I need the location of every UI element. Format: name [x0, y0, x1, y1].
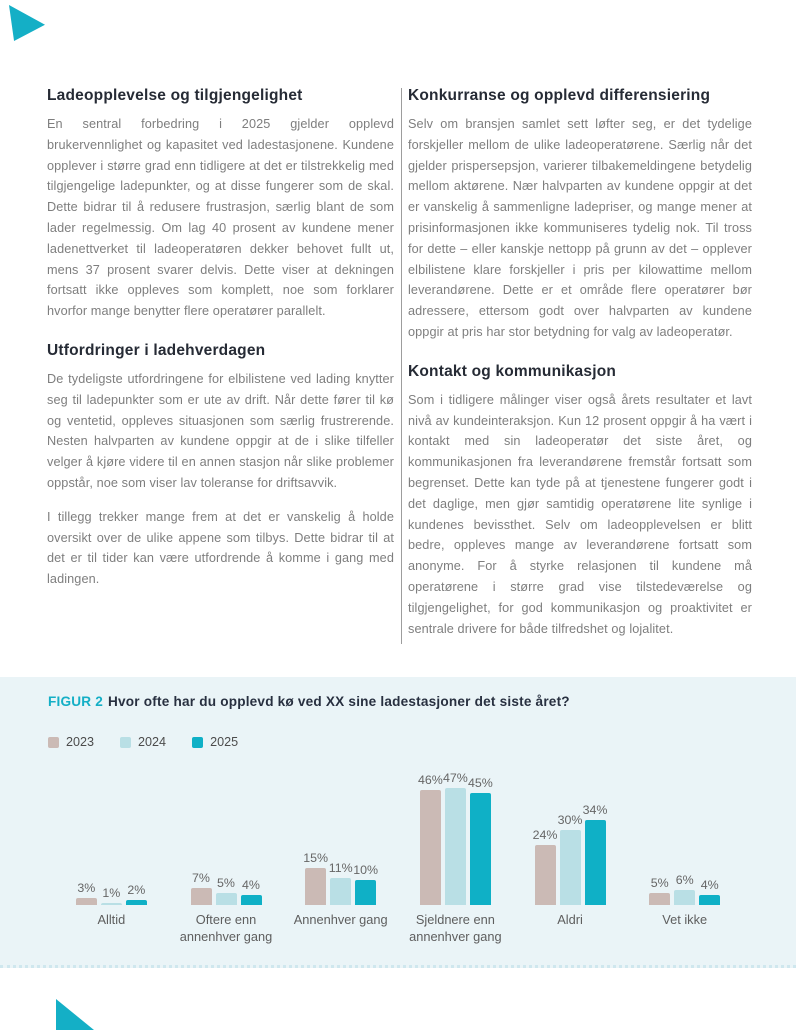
bar-2024 — [330, 878, 351, 906]
chart-category-labels — [54, 911, 742, 945]
section-heading: Kontakt og kommunikasjon — [408, 362, 617, 380]
corner-accent-icon — [9, 5, 45, 41]
bar-2023 — [305, 868, 326, 906]
bar-with-label — [442, 770, 468, 906]
figure-label: FIGUR 2 — [48, 694, 104, 709]
corner-accent-icon — [56, 999, 94, 1030]
category-label: Vet ikke — [662, 912, 708, 927]
bar-value-label: 4% — [700, 878, 719, 892]
bar-with-label — [699, 878, 720, 905]
bar-2023 — [420, 790, 441, 905]
bar-with-label — [557, 813, 583, 905]
section-heading: Ladeopplevelse og tilgjengelighet — [47, 87, 303, 104]
article-column-left — [47, 84, 394, 652]
bar-2025 — [585, 820, 606, 905]
bar-2024 — [216, 893, 237, 906]
legend-label: 2025 — [210, 735, 239, 749]
bar-2023 — [649, 893, 670, 906]
bar-with-label — [101, 886, 122, 906]
bar-2025 — [699, 895, 720, 905]
bar-2025 — [470, 793, 491, 906]
bar-group — [627, 873, 742, 905]
category-label: Sjeldnere enn annenhver gang — [409, 912, 502, 944]
section-heading: Konkurranse og opplevd differensiering — [408, 87, 711, 104]
section-heading: Utfordringer i ladehverdagen — [47, 341, 266, 359]
bar-2023 — [535, 845, 556, 905]
bar-with-label — [649, 876, 670, 906]
bar-2024 — [101, 903, 122, 906]
category-label: Annenhver gang — [293, 912, 388, 927]
bar-value-label: 4% — [242, 878, 260, 892]
bar-2024 — [674, 890, 695, 905]
legend-label: 2024 — [138, 735, 167, 749]
bar-with-label — [303, 850, 329, 906]
figure-question: Hvor ofte har du opplevd kø ved XX sine ladestasjoner det siste året? — [108, 694, 570, 709]
bar-value-label: 15% — [303, 850, 329, 865]
bar-group — [513, 803, 628, 905]
category-label: Oftere enn annenhver gang — [179, 912, 273, 944]
bar-2025 — [355, 880, 376, 905]
bar-value-label: 2% — [127, 883, 146, 897]
bar-with-label — [674, 873, 695, 905]
bar-with-label — [330, 861, 351, 906]
bar-value-label: 6% — [675, 873, 694, 887]
bar-2025 — [241, 895, 262, 905]
bar-value-label: 46% — [417, 773, 443, 787]
bar-value-label: 10% — [353, 863, 379, 877]
bar-2023 — [191, 888, 212, 906]
bar-group — [283, 851, 398, 906]
bar-with-label — [353, 863, 379, 905]
bar-value-label: 34% — [582, 803, 608, 817]
body-paragraph: De tydeligste utfordringene for elbilistene ved lading knytter seg til ladepunkter som er ute av drift. Når dette fører til kø og ventetid, oppleves situasjonen som særlig frustrerende. Nesten halvparten av kundene oppgir at de i slike tilfeller velger å kjøre videre til en annen stasjon når slike problemer oppstår, noe som viser lav toleranse for driftsavvik. — [47, 371, 394, 490]
bar-with-label — [216, 876, 237, 906]
bar-value-label: 47% — [442, 770, 468, 785]
bar-with-label — [582, 803, 608, 905]
bar-value-label: 30% — [557, 813, 583, 827]
bar-value-label: 5% — [650, 875, 669, 890]
bar-2025 — [126, 900, 147, 905]
bar-2024 — [445, 788, 466, 906]
bar-chart — [54, 677, 742, 905]
bar-value-label: 24% — [532, 828, 558, 842]
bar-value-label: 45% — [467, 775, 493, 790]
article-column-right — [408, 84, 752, 652]
body-paragraph: Som i tidligere målinger viser også årets resultater et lavt nivå av kundeinteraksjon. Kun 12 prosent oppgir å ha vært i kontakt med sin ladeoperatør det siste året, og kommunikasjonen fra leverandørene fremstår fortsatt som begrenset. Dette kan tyde på at tjenestene fungerer godt i det daglige, men gjør samtidig operatørene lite synlige i kundenes bevissthet. Selv om ladeopplevelsen er blitt bedre, oppleves mange av leverandørene fortsatt som anonyme. For å styrke relasjonen til kundene må operatørene i større grad vise tilstedeværelse og tilgjengelighet, for god kommunikasjon og proaktivitet er sentrale drivere for både tilfredshet og lojalitet. — [408, 392, 752, 636]
bar-value-label: 7% — [192, 870, 210, 885]
body-paragraph: En sentral forbedring i 2025 gjelder opplevd brukervennlighet og kapasitet ved ladestasjonene. Kundene opplever i større grad enn tidligere at det er tilstrekkelig med tilgjengelige ladepunkter, og at disse fungerer som de skal. Dette bidrar til å redusere frustrasjon, særlig blant de som lader regelmessig. Om lag 40 prosent av kundene mener ladenettverket til ladeoperatøren dekker behovet fullt ut, mens 37 prosent svarer delvis. Dette viser at dekningen fortsatt ikke oppleves som komplett, noe som forklarer hvorfor mange benytter flere operatører parallelt. — [47, 117, 394, 319]
column-divider — [401, 88, 402, 644]
bar-with-label — [417, 773, 443, 905]
body-paragraph: I tillegg trekker mange frem at det er vanskelig å holde oversikt over de ulike appene som tilbys. Dette bidrar til at det er til tider kan være utfordrende å komme i gang med ladingen. — [47, 509, 394, 587]
category-label: Alltid — [97, 912, 126, 927]
figure-panel — [0, 677, 796, 968]
article-columns — [47, 84, 752, 652]
bar-with-label — [467, 775, 493, 906]
bar-2024 — [560, 830, 581, 905]
bar-group — [54, 881, 169, 906]
bar-value-label: 1% — [102, 885, 121, 900]
body-paragraph: Selv om bransjen samlet sett løfter seg, er det tydelige forskjeller mellom de ulike ladeoperatørene. Særlig når det gjelder prispersepsjon, varierer tilbakemeldingene betydelig mellom aktørene. Nær halvparten av kundene oppgir at det er vanskelig å sammenligne ladepriser, og mange mener at prisinformasjonen ikke kommuniseres tydelig nok. Til tross for dette – eller kanskje nettopp på grunn av det – opplever elbilistene klare forskjeller i pris per kilowattime mellom leverandørene. Dette er et område flere operatører bør adressere, ettersom godt over halvparten av kundene oppgir at pris har stor betydning for valg av ladeoperatør. — [408, 117, 752, 339]
bar-with-label — [76, 881, 97, 906]
bar-group — [169, 871, 284, 906]
bar-value-label: 11% — [328, 860, 353, 875]
bar-group — [398, 771, 513, 906]
bar-value-label: 5% — [217, 875, 235, 890]
bar-2023 — [76, 898, 97, 906]
legend-label: 2023 — [66, 735, 95, 749]
bar-with-label — [191, 871, 212, 906]
category-label: Aldri — [557, 912, 583, 927]
bar-with-label — [241, 878, 262, 905]
bar-value-label: 3% — [77, 880, 96, 895]
bar-with-label — [532, 828, 558, 905]
bar-with-label — [126, 883, 147, 905]
